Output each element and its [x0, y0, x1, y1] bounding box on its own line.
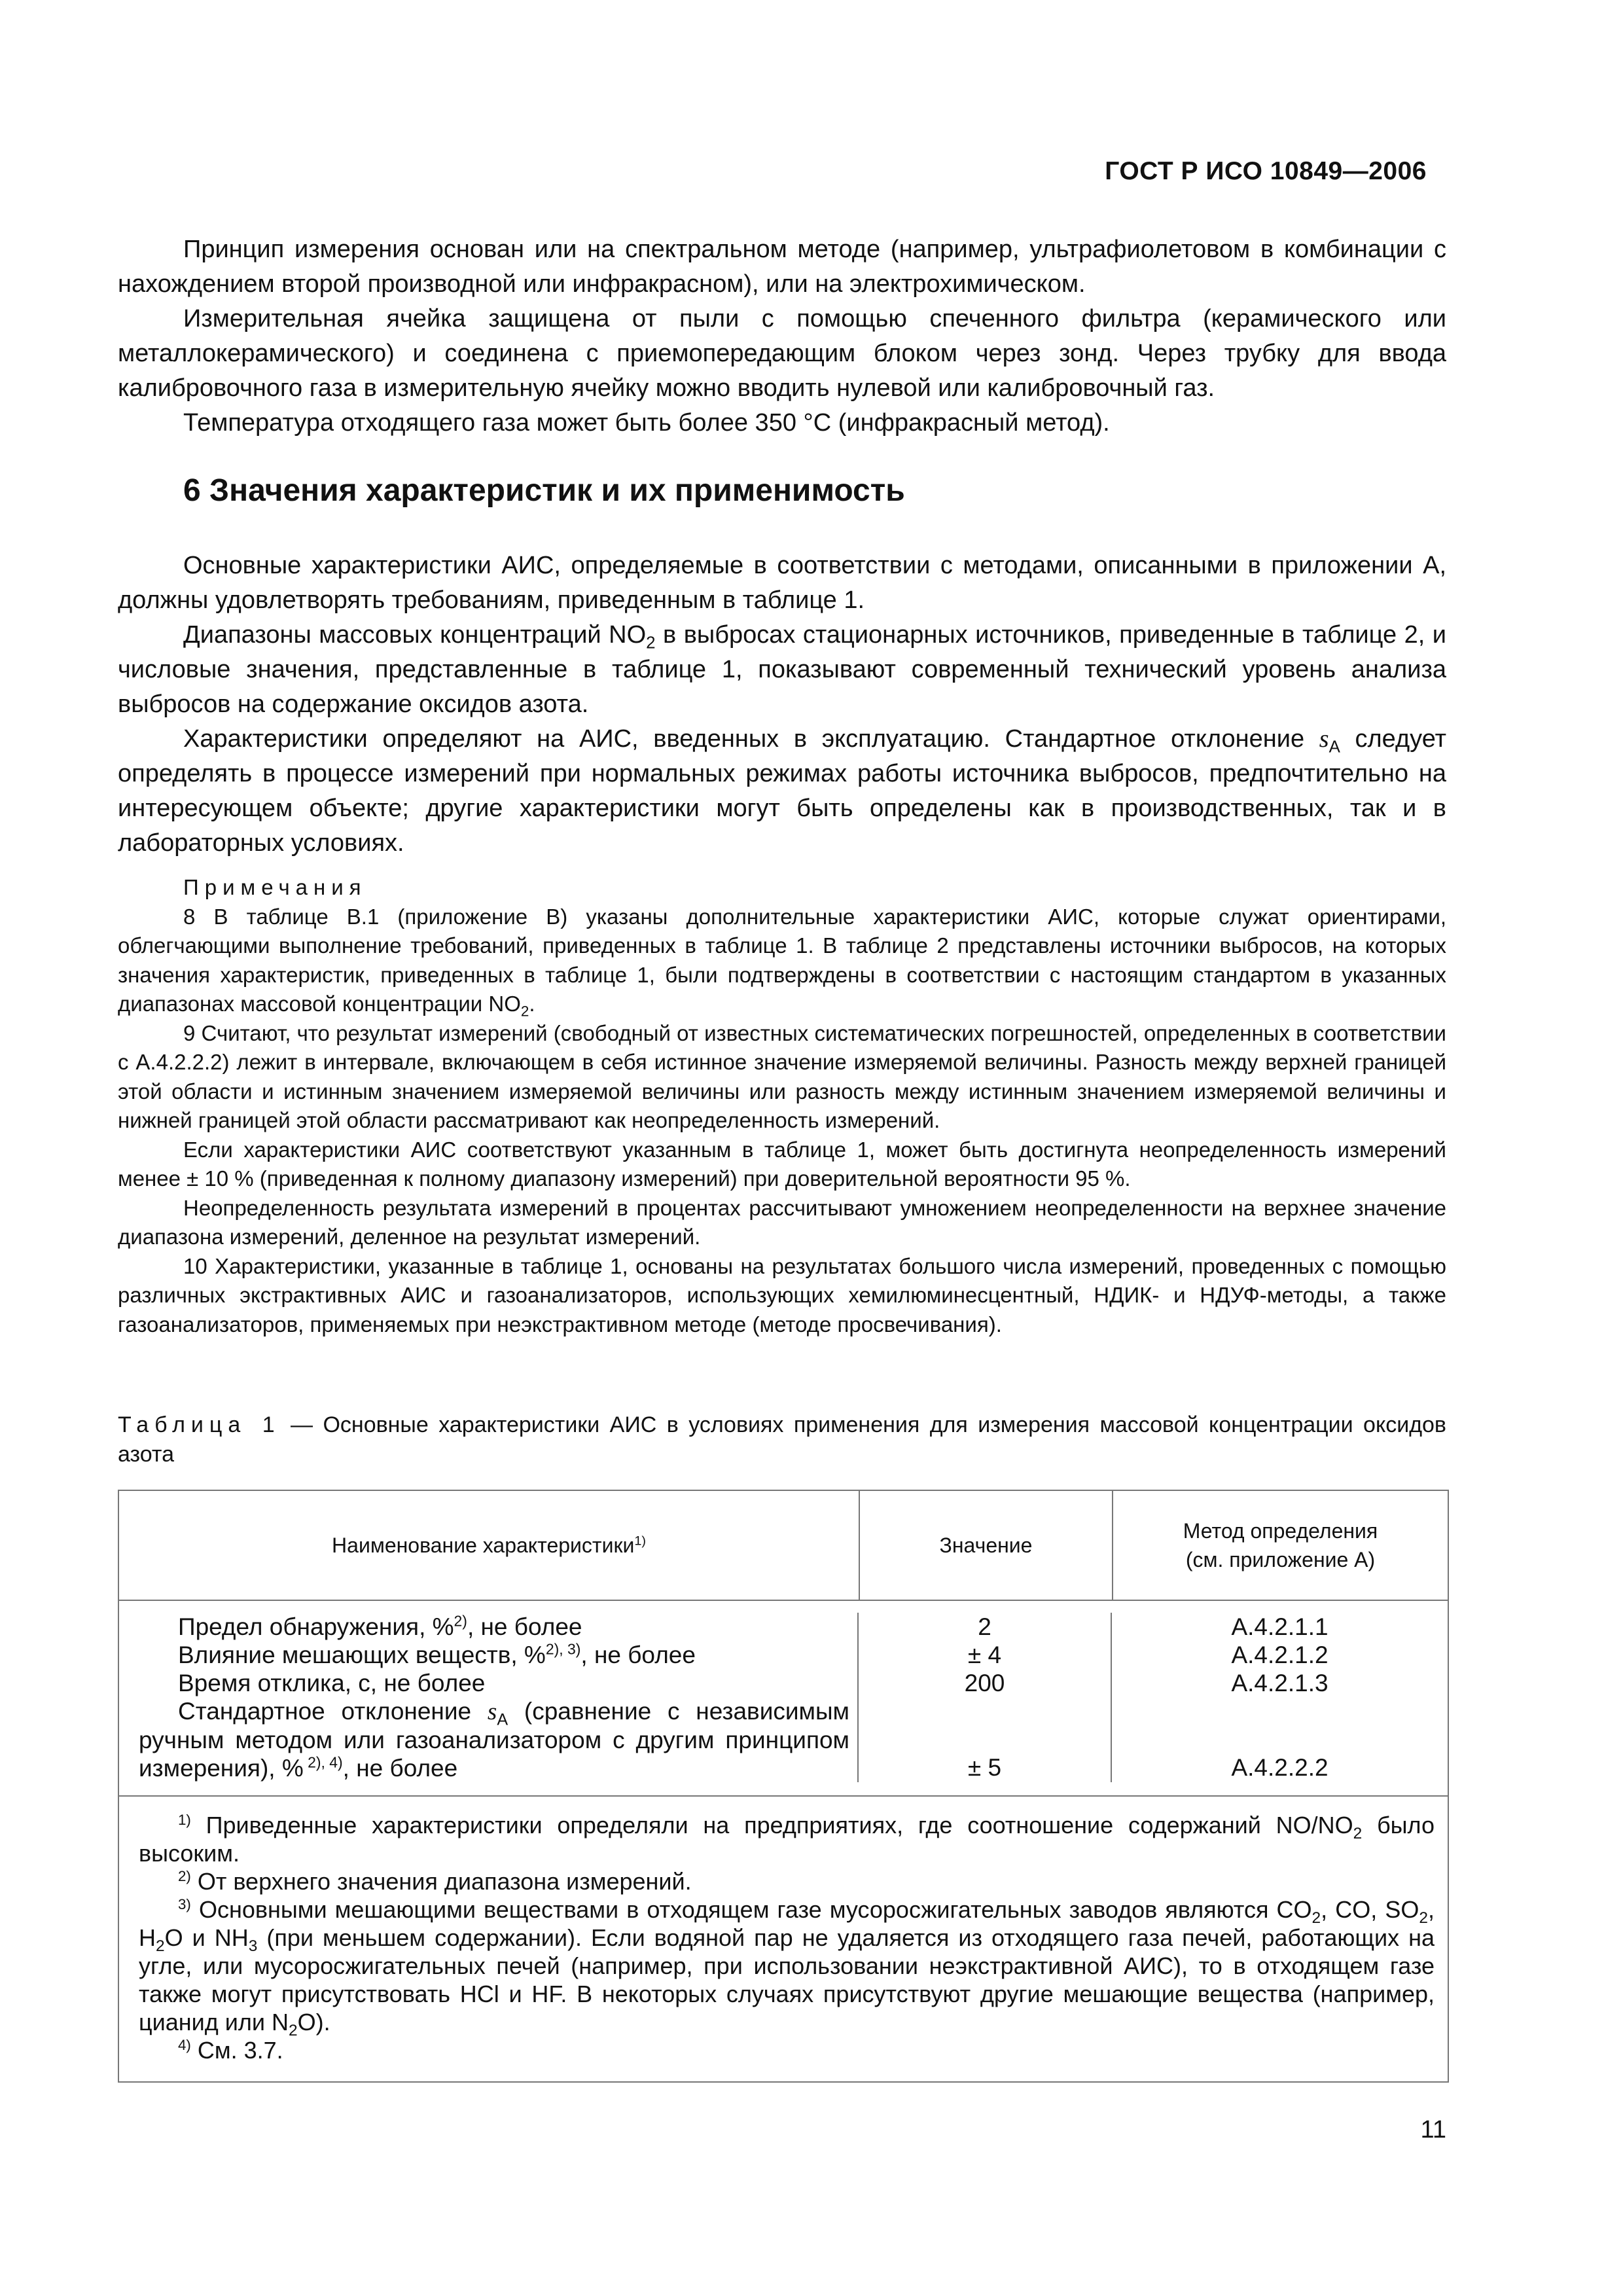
table-cell-value: 2	[978, 1613, 991, 1640]
table-caption: Таблица 1 — Основные характеристики АИС в условиях применения для измерения массовой концентрации оксидов азота	[118, 1412, 1446, 1467]
paragraph: Основные характеристики АИС, определяемые в соответствии с методами, описанными в приложении А, должны удовлетворять требованиям, приведенным в таблице 1.	[118, 552, 1446, 614]
table-cell-spacer	[1112, 1725, 1448, 1753]
note-10: 10 Характеристики, указанные в таблице 1, основаны на результатах большого числа измерений, проведенных с помощью различных экстрактивных АИС и газоанализаторов, использующих хемилюминесцентный, НДИК- и НДУФ-методы, а также газоанализаторов, применяемых при неэкстрактивном методе (методе просвечивания).	[118, 1253, 1446, 1336]
footnote-4: $^{4)}$ См. 3.7.	[178, 2037, 283, 2064]
table-cell-spacer	[859, 1697, 1111, 1725]
intro-text	[118, 232, 1446, 440]
table-header	[119, 1491, 1448, 1601]
table-cell-value: ± 5	[967, 1754, 1002, 1781]
section-body	[118, 548, 1446, 861]
note-8: 8 В таблице В.1 (приложение В) указаны дополнительные характеристики АИС, которые служат ориентирами, облегчающими выполнение требований, приведенных в таблице 1. В таблице 2 представлены источники выбросов, на которых значения характеристик, приведенных в таблице 1, были подтверждены в соответствии с настоящим стандартом в указанных диапазонах массовой концентрации $NO_2$.	[118, 904, 1446, 1020]
note-9: 9 Считают, что результат измерений (свободный от известных систематических погрешностей, определенных в соответствии с А.4.2.2.2) лежит в интервале, включающем в себя истинное значение измеряемой величины. Разность между верхней границей этой области и истинным значением измеряемой величины или разность между истинным значением измеряемой величины и нижней границей этой области рассматривают как неопределенность измерений.	[118, 1020, 1446, 1132]
table-cell-spacer	[1112, 1697, 1448, 1725]
table-cell-method: А.4.2.1.3	[1231, 1670, 1329, 1696]
page-number: 11	[1420, 2116, 1446, 2144]
table-row-name: Предел обнаружения, %$^{2)}$, не более	[178, 1612, 582, 1640]
footnote-1: $^{1)}$ Приведенные характеристики определяли на предприятиях, где соотношение содержаний $NO/NO_2$ было высоким.	[139, 1812, 1435, 1867]
notes-block	[118, 873, 1446, 1339]
table-body	[119, 1601, 1448, 1797]
paragraph: Диапазоны массовых концентраций $NO_2$ в выбросах стационарных источников, приведенные в таблице 2, и числовые значения, представленные в таблице 1, показывают современный технический уровень анализа выбросов на содержание оксидов азота.	[118, 621, 1446, 718]
table-cell-method: А.4.2.2.2	[1231, 1754, 1329, 1781]
table-row-name: Влияние мешающих веществ, %$^{2), 3)}$, не более	[178, 1640, 696, 1668]
table-cell-spacer	[859, 1725, 1111, 1753]
paragraph: Измерительная ячейка защищена от пыли с помощью спеченного фильтра (керамического или металлокерамического) и соединена с приемопередающим блоком через зонд. Через трубку для ввода калибровочного газа в измерительную ячейку можно вводить нулевой или калибровочный газ.	[118, 305, 1446, 402]
column-header-value: Значение	[860, 1491, 1113, 1600]
table-row-name: Время отклика, с, не более	[178, 1670, 486, 1696]
paragraph: Температура отходящего газа может быть более 350 °С (инфракрасный метод).	[183, 409, 1110, 437]
table-footnotes	[119, 1797, 1448, 2081]
table-row-name: Стандартное отклонение $s_А$ (сравнение с независимым ручным методом или газоанализатором с другим принципом измерения), % $^{2), 4)}$, не более	[139, 1698, 849, 1782]
table-cell-value: 200	[964, 1670, 1005, 1696]
table-cell-method: А.4.2.1.1	[1231, 1613, 1329, 1640]
note-9-cont: Если характеристики АИС соответствуют указанным в таблице 1, может быть достигнута неопределенность измерений менее ± 10 % (приведенная к полному диапазону измерений) при доверительной вероятности 95 %.	[118, 1137, 1446, 1191]
note-9-cont: Неопределенность результата измерений в процентах рассчитывают умножением неопределенности на верхнее значение диапазона измерений, деленное на результат измерений.	[118, 1195, 1446, 1249]
column-method-cells	[1112, 1613, 1448, 1782]
characteristics-table	[118, 1490, 1449, 2083]
table-cell-value: ± 4	[967, 1641, 1002, 1668]
column-header-name: Наименование характеристики$^{1)}$	[119, 1491, 860, 1600]
column-value-cells	[859, 1613, 1112, 1782]
paragraph: Принцип измерения основан или на спектральном методе (например, ультрафиолетовом в комбинации с нахождением второй производной или инфракрасном), или на электрохимическом.	[118, 236, 1446, 298]
notes-title: Примечания	[183, 875, 367, 899]
column-name-cells	[119, 1613, 859, 1782]
section-heading: 6 Значения характеристик и их применимость	[183, 473, 905, 508]
footnote-2: $^{2)}$ От верхнего значения диапазона измерений.	[178, 1868, 692, 1895]
footnote-3: $^{3)}$ Основными мешающими веществами в отходящем газе мусоросжигательных заводов являются $CO_2$, CO, $SO_2$, $H_2O$ и $NH_3$ (при меньшем содержании). Если водяной пар не удаляется из отходящего газа печей, работающих на угле, или мусоросжигательных печей (например, при использовании неэкстрактивной АИС), то в отходящем газе также могут присутствовать HCl и HF. В некоторых случаях присутствуют другие мешающие вещества (например, цианид или $N_2O$).	[139, 1896, 1435, 2040]
document-code: ГОСТ Р ИСО 10849—2006	[1105, 157, 1427, 185]
table-cell-method: А.4.2.1.2	[1231, 1641, 1329, 1668]
paragraph: Характеристики определяют на АИС, введенных в эксплуатацию. Стандартное отклонение $s_А$ следует определять в процессе измерений при нормальных режимах работы источника выбросов, предпочтительно на интересующем объекте; другие характеристики могут быть определены как в производственных, так и в лабораторных условиях.	[118, 725, 1446, 857]
column-header-method: Метод определения (см. приложение А)	[1183, 1519, 1378, 1571]
